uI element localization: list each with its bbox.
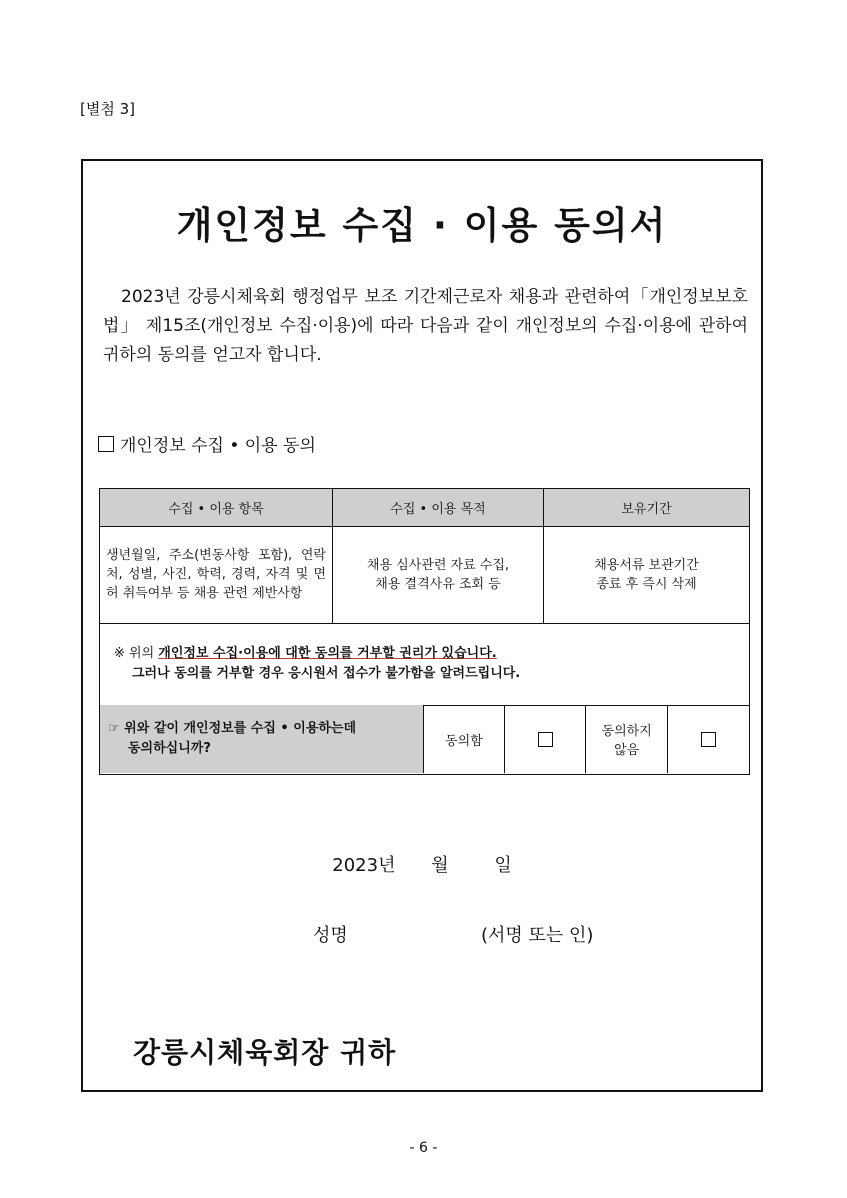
intro-paragraph — [103, 283, 748, 370]
table-row — [100, 526, 749, 624]
disagree-line: 동의하지 — [601, 724, 652, 739]
intro-text: 2023년 강릉시체육회 행정업무 보조 기간제근로자 채용과 관련하여「개인정보보호법」 제15조(개인정보 수집·이용)에 따라 다음과 같이 개인정보의 수집·이용에 관하여 귀하의 동의를 얻고자 합니다. — [103, 287, 748, 365]
consent-question — [100, 705, 424, 773]
section-heading — [98, 431, 316, 456]
addressee: 강릉시체육회장 귀하 — [133, 1036, 397, 1069]
header-purpose: 수집 • 이용 목적 — [333, 489, 544, 526]
disagree-checkbox[interactable] — [701, 732, 716, 747]
disagree-checkbox-cell[interactable] — [668, 705, 749, 773]
square-bullet-icon — [98, 436, 114, 452]
table-header-row — [100, 489, 749, 527]
sign-hint: (서명 또는 인) — [481, 925, 594, 946]
consent-table — [99, 488, 750, 775]
date-day: 일 — [494, 855, 512, 876]
question-line: 동의하십니까? — [128, 741, 211, 756]
refusal-notice — [100, 623, 749, 705]
notice-row — [100, 623, 749, 706]
consent-form — [81, 159, 763, 1092]
date-month: 월 — [431, 855, 449, 876]
name-label: 성명 — [313, 925, 348, 946]
retention-line: 종료 후 즉시 삭제 — [596, 576, 697, 592]
notice-prefix: ※ 위의 — [114, 646, 159, 661]
section-title: 개인정보 수집 • 이용 동의 — [120, 436, 316, 456]
question-line: ☞ 위와 같이 개인정보를 수집 • 이용하는데 — [108, 721, 357, 736]
header-retention: 보유기간 — [621, 502, 672, 517]
date-line — [83, 851, 761, 877]
cell-purpose — [333, 526, 544, 623]
cell-items: 생년월일, 주소(변동사항 포함), 연락처, 성별, 사진, 학력, 경력, 자격 및 면허 취득여부 등 채용 관련 제반사항 — [100, 526, 333, 623]
attachment-label: [별첨 3] — [80, 100, 135, 118]
header-items: 수집 • 이용 항목 — [100, 489, 333, 526]
notice-consequence: 그러나 동의를 거부할 경우 응시원서 접수가 불가함을 알려드립니다. — [132, 666, 521, 681]
agree-label: 동의함 — [424, 705, 506, 773]
cell-retention — [544, 526, 749, 623]
retention-line: 채용서류 보관기간 — [594, 557, 699, 573]
page-number: - 6 - — [409, 1140, 438, 1156]
consent-row — [100, 705, 749, 773]
page-title: 개인정보 수집 · 이용 동의서 — [176, 204, 668, 247]
agree-checkbox-cell[interactable] — [505, 705, 586, 773]
disagree-label — [586, 705, 668, 773]
date-year: 2023년 — [332, 855, 396, 876]
purpose-line: 채용 심사관련 자료 수집, — [366, 557, 510, 573]
signature-line — [313, 921, 594, 947]
purpose-line: 채용 결격사유 조회 등 — [375, 576, 501, 592]
agree-checkbox[interactable] — [538, 732, 553, 747]
notice-right-to-refuse: 개인정보 수집·이용에 대한 동의를 거부할 권리가 있습니다. — [158, 646, 497, 661]
disagree-line: 않음 — [614, 743, 640, 758]
